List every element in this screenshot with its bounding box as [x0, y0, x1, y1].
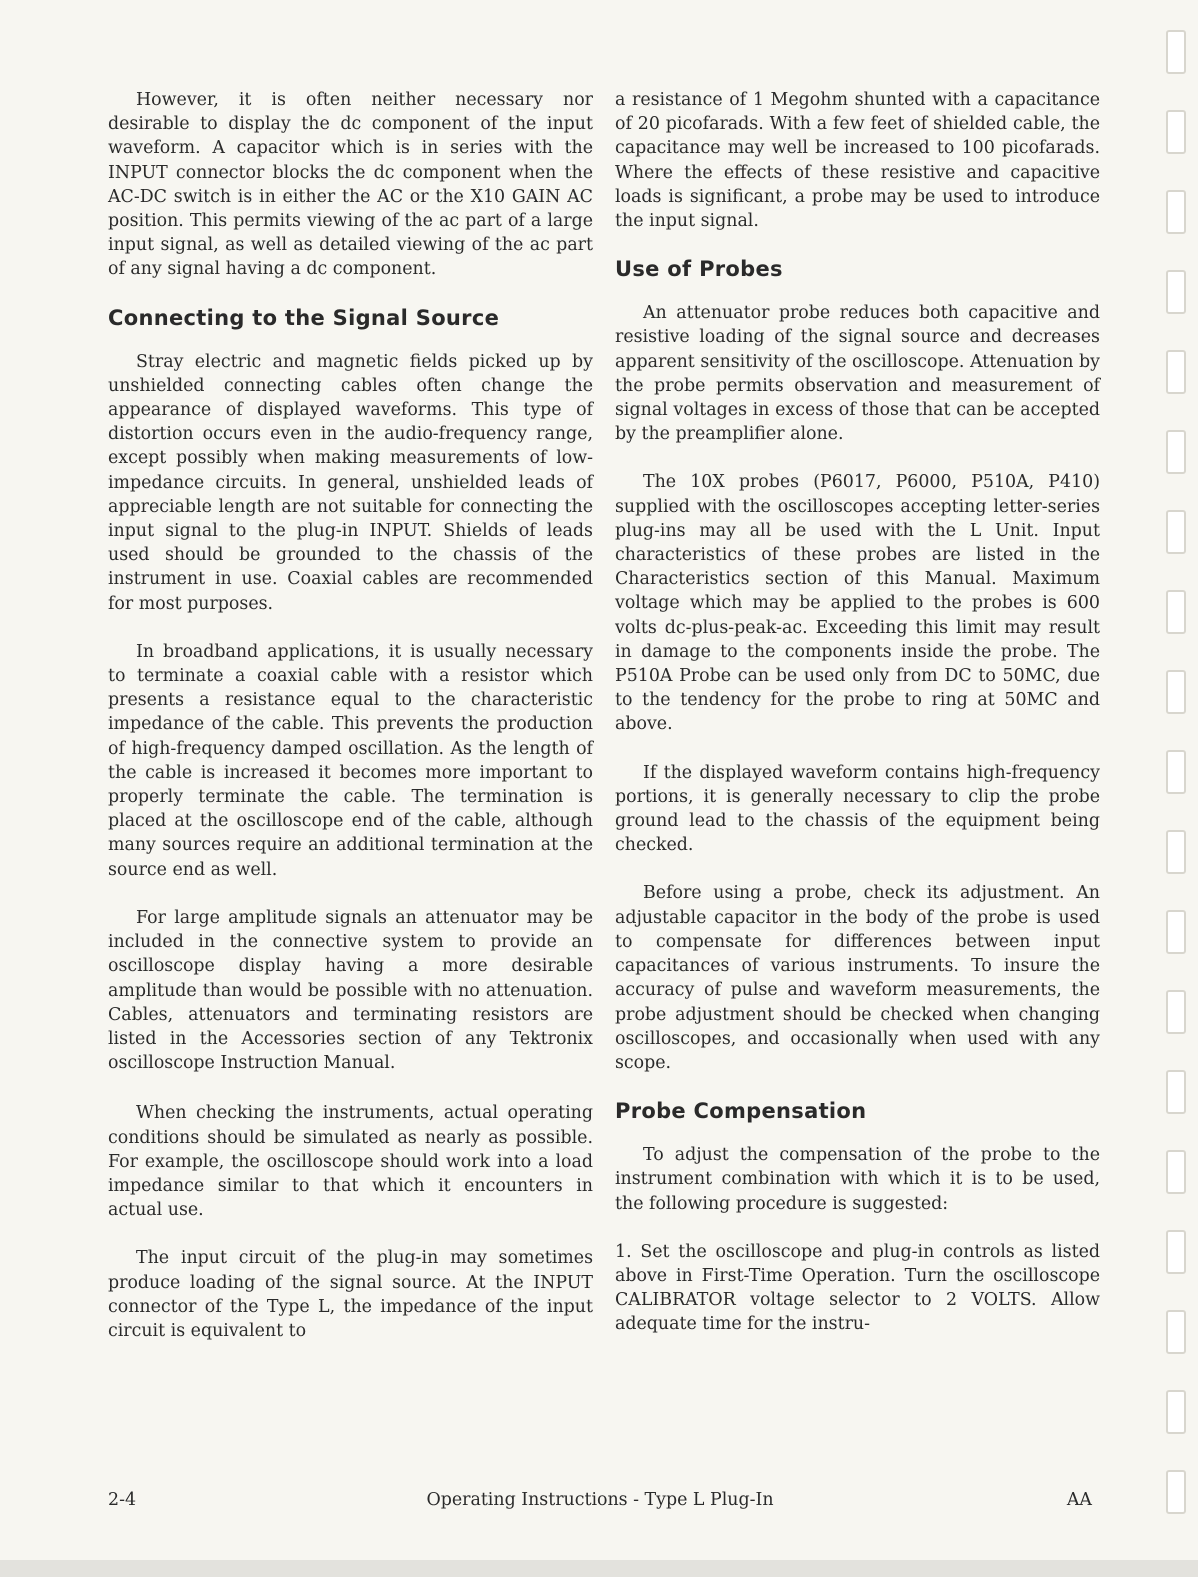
paragraph-attenuator-probe: An attenuator probe reduces both capacitive and resistive loading of the signal source and decreases apparent sensitivity of the oscilloscope. Attenuation by the probe permits observation and measurement of signal voltages in excess of those that can be accepted by the preamplifier alone. — [615, 303, 1100, 445]
binder-tab — [1166, 910, 1186, 954]
binder-tab — [1166, 1230, 1186, 1274]
heading-connecting-signal-source: Connecting to the Signal Source — [108, 305, 500, 330]
binder-tab — [1166, 190, 1186, 234]
binder-tab — [1166, 670, 1186, 714]
binder-tab — [1166, 30, 1186, 74]
paragraph-compensation-procedure: To adjust the compensation of the probe to the instrument combination with which it is to be used, the following procedure is suggested: — [615, 1145, 1100, 1214]
binder-tabs — [1166, 0, 1190, 1577]
revision-code: AA — [1066, 1490, 1092, 1510]
page-footer — [108, 1490, 1092, 1518]
heading-probe-compensation: Probe Compensation — [615, 1099, 867, 1124]
binder-tab — [1166, 1390, 1186, 1434]
right-column — [615, 88, 1100, 1337]
step-1-setup: 1. Set the oscilloscope and plug-in controls as listed above in First-Time Operation. Turn the oscilloscope CALIBRATOR voltage selector to 2 VOLTS. Allow adequate time for the instru- — [615, 1241, 1100, 1335]
binder-tab — [1166, 590, 1186, 634]
binder-tab — [1166, 270, 1186, 314]
binder-tab — [1166, 830, 1186, 874]
binder-tab — [1166, 1470, 1186, 1514]
binder-tab — [1166, 990, 1186, 1034]
paragraph-attenuator: For large amplitude signals an attenuator may be included in the connective system to provide an oscilloscope display having a more desirable amplitude than would be possible with no attenuation. Cables, attenuators and terminating resistors are listed in the Accessories section of any Tektronix oscilloscope Instruction Manual. — [108, 907, 593, 1074]
binder-tab — [1166, 350, 1186, 394]
binder-tab — [1166, 430, 1186, 474]
binder-tab — [1166, 510, 1186, 554]
paragraph-broadband-termination: In broadband applications, it is usually necessary to terminate a coaxial cable with a resistor which presents a resistance equal to the characteristic impedance of the cable. This prevents the production of high-frequency damped oscillation. As the length of the cable is increased it becomes more important to properly terminate the cable. The termination is placed at the oscilloscope end of the cable, although many sources require an additional termination at the source end as well. — [108, 641, 593, 880]
paragraph-operating-conditions: When checking the instruments, actual operating conditions should be simulated as nearly as possible. For example, the oscilloscope should work into a load impedance similar to that which it encounters in actual use. — [108, 1103, 593, 1221]
paragraph-stray-fields: Stray electric and magnetic fields picked up by unshielded connecting cables often change the appearance of displayed waveforms. This type of distortion occurs even in the audio-frequency range, except possibly when making measurements of low-impedance circuits. In general, unshielded leads of appreciable length are not suitable for connecting the input signal to the plug-in INPUT. Shields of leads used should be grounded to the chassis of the instrument in use. Coaxial cables are recommended for most purposes. — [108, 351, 593, 614]
paragraph-input-circuit-loading: The input circuit of the plug-in may sometimes produce loading of the signal source. At the INPUT connector of the Type L, the impedance of the input circuit is equivalent to — [108, 1248, 593, 1341]
page-number: 2-4 — [108, 1490, 137, 1510]
binder-tab — [1166, 1070, 1186, 1114]
binder-tab — [1166, 1310, 1186, 1354]
paragraph-high-frequency-ground: If the displayed waveform contains high-frequency portions, it is generally necessary to clip the probe ground lead to the chassis of the equipment being checked. — [615, 762, 1100, 856]
paragraph-probe-adjustment: Before using a probe, check its adjustment. An adjustable capacitor in the body of the probe is used to compensate for differences between input capacitances of various instruments. To insure the accuracy of pulse and waveform measurements, the probe adjustment should be checked when changing oscilloscopes, and occasionally when used with any scope. — [615, 883, 1100, 1073]
paragraph-10x-probes: The 10X probes (P6017, P6000, P510A, P410) supplied with the oscilloscopes accepting letter-series plug-ins may all be used with the L Unit. Input characteristics of these probes are listed in the Characteristics section of this Manual. Maximum voltage which may be applied to the probes is 600 volts dc-plus-peak-ac. Exceeding this limit may result in damage to the components inside the probe. The P510A Probe can be used only from DC to 50MC, due to the tendency for the probe to ring at 50MC and above. — [615, 472, 1100, 735]
binder-tab — [1166, 750, 1186, 794]
left-column — [108, 88, 593, 1343]
paragraph-resistance-capacitance: a resistance of 1 Megohm shunted with a capacitance of 20 picofarads. With a few feet of shielded cable, the capacitance may well be increased to 100 picofarads. Where the effects of these resistive and capacitive loads is significant, a probe may be used to introduce the input signal. — [615, 90, 1100, 232]
footer-title: Operating Instructions - Type L Plug-In — [426, 1490, 774, 1510]
paragraph-dc-component: However, it is often neither necessary nor desirable to display the dc component of the input waveform. A capacitor which is in series with the INPUT connector blocks the dc component when the AC-DC switch is in either the AC or the X10 GAIN AC position. This permits viewing of the ac part of a large input signal, as well as detailed viewing of the ac part of any signal having a dc component. — [108, 90, 593, 280]
binder-tab — [1166, 110, 1186, 154]
heading-use-of-probes: Use of Probes — [615, 257, 783, 282]
scan-bottom-edge — [0, 1560, 1198, 1577]
binder-tab — [1166, 1150, 1186, 1194]
